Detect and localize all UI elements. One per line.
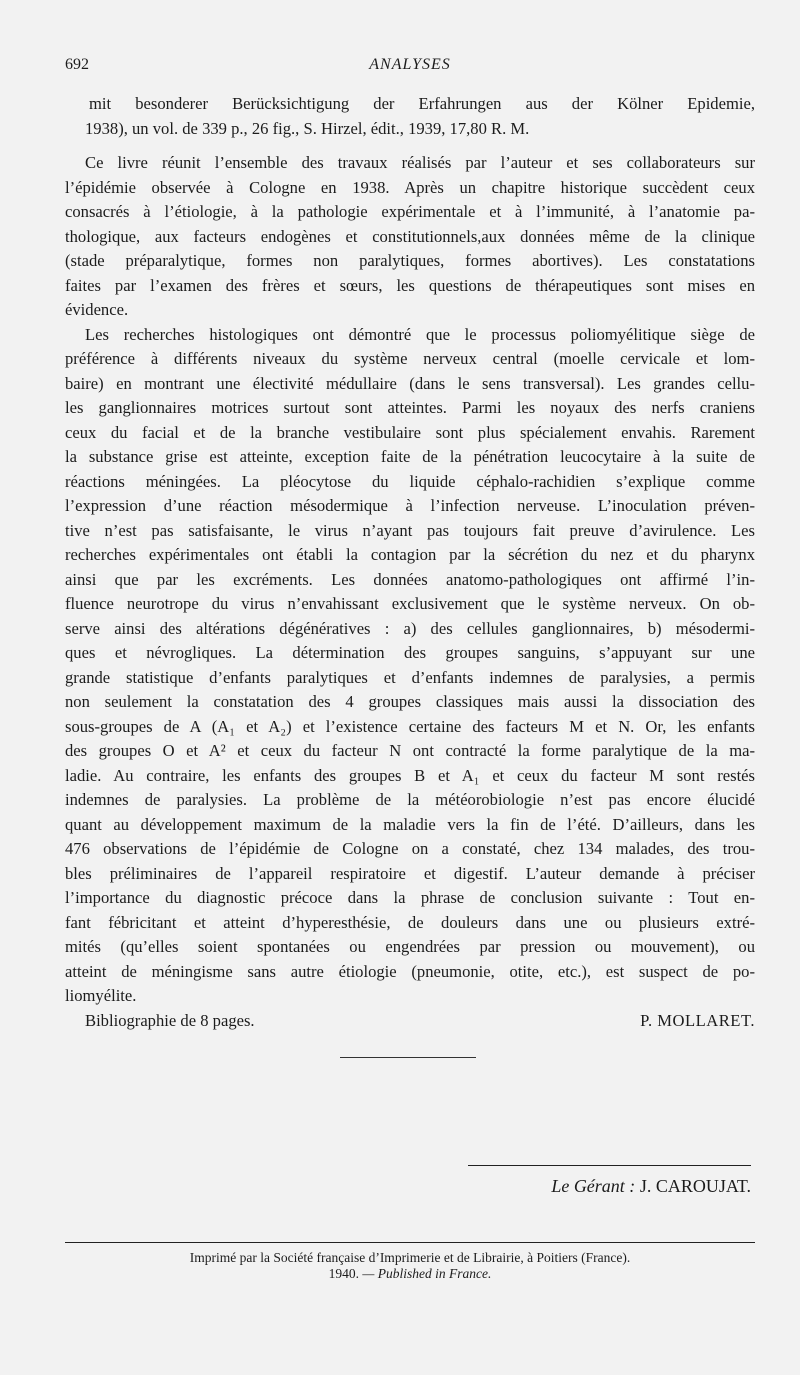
- page-number: 692: [65, 56, 89, 73]
- text-line: la substance grise est atteinte, exception faite de la pénétration leucocytaire à la suite de: [65, 447, 755, 466]
- text-line: sous-groupes de A (A₁ et A₂) et l’existence certaine des facteurs M et N. Or, les enfants: [65, 716, 755, 736]
- text-line: thologique, aux facteurs endogènes et constitutionnels,aux données même de la clinique: [65, 226, 755, 246]
- bibliography-line: [65, 1009, 755, 1034]
- text-line: atteint de méningisme sans autre étiologie (pneumonie, otite, etc.), est suspect de po-: [65, 961, 755, 981]
- printer-imprint: [65, 1250, 755, 1282]
- printer-year: 1940.: [328, 1266, 359, 1281]
- paragraph-2: [65, 323, 755, 1009]
- text-line: consacrés à l’étiologie, à la pathologie expérimentale et à l’immunité, à l’anatomie pa-: [65, 202, 755, 221]
- printer-line-2: [65, 1266, 755, 1282]
- text-line: serve ainsi des altérations dégénératives : a) des cellules ganglionnaires, b) mésodermi-: [65, 618, 755, 638]
- text-line: des groupes O et A² et ceux du facteur N ont contracté la forme paralytique de la ma-: [65, 741, 755, 760]
- text-line: l’expression d’une réaction mésodermique à l’infection nerveuse. L’inoculation préven-: [65, 496, 755, 515]
- text-line: fant fébricitant et atteint d’hyperesthésie, de douleurs dans une ou plusieurs extré-: [65, 912, 755, 932]
- text-line: 476 observations de l’épidémie de Cologne on a constaté, chez 134 malades, des trou-: [65, 839, 755, 858]
- text-line: ladie. Au contraire, les enfants des groupes B et A₁ et ceux du facteur M sont restés: [65, 765, 755, 785]
- published-in: — Published in France.: [362, 1266, 492, 1281]
- text-line: bles préliminaires de l’appareil respiratoire et digestif. L’auteur demande à préciser: [65, 863, 755, 883]
- text-line: fluence neurotrope du virus n’envahissant exclusivement que le système nerveux. On ob-: [65, 594, 755, 613]
- text-line: les ganglionnaires motrices surtout sont atteintes. Parmi les noyaux des nerfs craniens: [65, 398, 755, 417]
- text-line: Ce livre réunit l’ensemble des travaux réalisés par l’auteur et ses collaborateurs sur: [85, 153, 755, 172]
- text-line: l’importance du diagnostic précoce dans la phrase de conclusion suivante : Tout en-: [65, 888, 755, 907]
- text-line: tive n’est pas satisfaisante, le virus n’ayant pas toujours fait preuve d’avirulence. Les: [65, 520, 755, 540]
- text-line: ceux du facial et de la branche vestibulaire sont plus spécialement envahis. Rarement: [65, 422, 755, 442]
- text-line: évidence.: [65, 300, 129, 319]
- text-line: ainsi que par les excréments. Les données anatomo-pathologiques ont affirmé l’in-: [65, 569, 755, 589]
- review-author: P. MOLLARET.: [640, 1010, 755, 1030]
- biblio-line: 1938), un vol. de 339 p., 26 fig., S. Hirzel, édit., 1939, 17,80 R. M.: [85, 118, 530, 138]
- section-divider: [340, 1057, 476, 1058]
- bibliography-note: Bibliographie de 8 pages.: [85, 1010, 255, 1030]
- text-line: quant au développement maximum de la maladie vers la fin de l’été. D’ailleurs, dans les: [65, 814, 755, 834]
- text-line: baire) en montrant une électivité médullaire (dans le sens transversal). Les grandes cellu-: [65, 373, 755, 393]
- text-line: ques et névrogliques. La détermination des groupes sanguins, s’appuyant sur une: [65, 643, 755, 662]
- running-title: ANALYSES: [369, 56, 451, 73]
- text-line: faites par l’examen des frères et sœurs, les questions de thérapeutiques sont mises en: [65, 275, 755, 295]
- text-line: préférence à différents niveaux du système nerveux central (moelle cervicale et lom-: [65, 349, 755, 368]
- biblio-line: mit besonderer Berücksichtigung der Erfahrungen aus der Kölner Epidemie,: [89, 94, 755, 113]
- text-line: (stade préparalytique, formes non paralytiques, formes abortives). Les constatations: [65, 251, 755, 270]
- gerant-role: Le Gérant :: [551, 1176, 636, 1196]
- text-line: réactions méningées. La pléocytose du liquide céphalo-rachidien s’explique comme: [65, 471, 755, 491]
- paragraph-1: [65, 151, 755, 323]
- text-line: l’épidémie observée à Cologne en 1938. Après un chapitre historique succèdent ceux: [65, 177, 755, 197]
- gerant-name: J. CAROUJAT.: [639, 1176, 751, 1196]
- page-header: [65, 56, 755, 82]
- article-body: [65, 92, 755, 1033]
- text-line: grande statistique d’enfants paralytiques et d’enfants indemnes de paralysies, a permis: [65, 667, 755, 687]
- text-line: recherches expérimentales ont établi la contagion par la sécrétion du nez et du pharynx: [65, 545, 755, 564]
- imprint-rule: [65, 1242, 755, 1243]
- printer-line: Imprimé par la Société française d’Imprimerie et de Librairie, à Poitiers (France).: [189, 1250, 631, 1265]
- text-line: mités (qu’elles soient spontanées ou engendrées par pression ou mouvement), ou: [65, 937, 755, 956]
- gerant-line: [468, 1176, 751, 1197]
- text-line: Les recherches histologiques ont démontré que le processus poliomyélitique siège de: [85, 324, 755, 344]
- gerant-rule: [468, 1165, 751, 1166]
- text-line: indemnes de paralysies. La problème de la météorobiologie n’est pas encore élucidé: [65, 790, 755, 809]
- text-line: liomyélite.: [65, 986, 137, 1005]
- text-line: non seulement la constatation des 4 groupes classiques mais aussi la dissociation des: [65, 692, 755, 711]
